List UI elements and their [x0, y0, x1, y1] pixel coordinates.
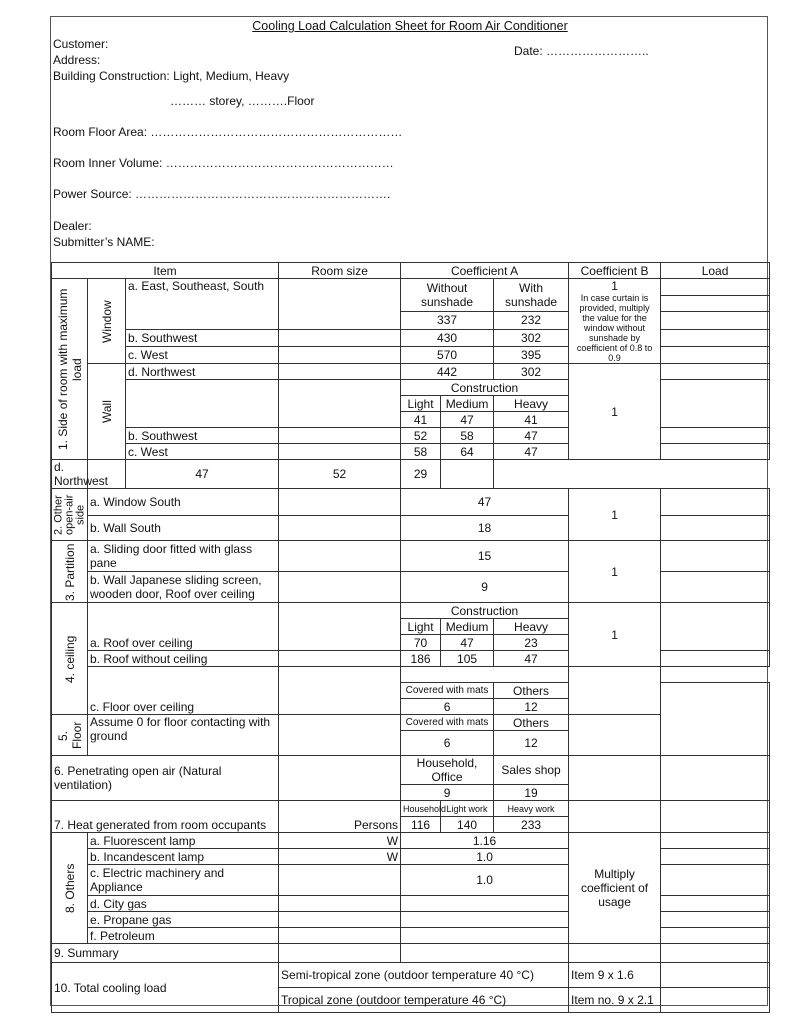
load-cell[interactable]	[661, 912, 770, 928]
table-row	[52, 849, 770, 865]
semi-tropical-zone: Semi-tropical zone (outdoor temperature 40 °C)	[279, 963, 569, 988]
load-cell[interactable]	[661, 651, 770, 667]
other-wall-south-value: 18	[401, 516, 569, 541]
load-cell[interactable]	[661, 380, 770, 428]
ceiling-others-header: Others	[494, 683, 569, 699]
summary-load-cell[interactable]	[661, 944, 770, 963]
window-label: Window	[88, 279, 126, 364]
room-size-cell[interactable]	[279, 364, 401, 380]
light-work-header: Light work	[441, 801, 494, 817]
table-row	[52, 428, 770, 444]
window-c-with: 395	[494, 346, 569, 363]
other-window-south: a. Window South	[88, 489, 279, 516]
load-cell[interactable]	[661, 928, 770, 944]
room-size-cell[interactable]	[279, 603, 401, 651]
dealer-label: Dealer:	[53, 219, 92, 233]
room-size-cell[interactable]	[279, 346, 401, 363]
load-header: Load	[661, 263, 770, 279]
wall-d-medium: 52	[279, 460, 401, 489]
ceiling-covered-header: Covered with mats	[401, 683, 494, 699]
load-cell[interactable]	[661, 541, 770, 572]
without-sunshade-header: Without sunshade	[401, 279, 494, 312]
sheet-title: Cooling Load Calculation Sheet for Room Air Conditioner	[252, 19, 568, 33]
load-cell[interactable]	[661, 428, 770, 444]
blank-cell	[401, 667, 569, 683]
load-cell[interactable]	[661, 296, 770, 312]
window-a-without: 337	[401, 312, 494, 329]
load-cell[interactable]	[661, 489, 770, 516]
table-row	[52, 460, 770, 489]
table-row	[52, 667, 770, 683]
ceiling-heavy-header: Heavy	[494, 619, 569, 635]
ceiling-roof-without: b. Roof without ceiling	[88, 651, 279, 667]
wall-d-light: 47	[126, 460, 279, 489]
wall-d-heavy: 29	[401, 460, 441, 489]
wall-label: Wall	[88, 364, 126, 460]
load-cell[interactable]	[661, 364, 770, 380]
ceiling-floor-over: c. Floor over ceiling	[88, 667, 279, 715]
table-row	[52, 346, 770, 363]
customer-label: Customer:	[53, 37, 109, 51]
other-wall-south: b. Wall South	[88, 516, 279, 541]
table-row	[52, 364, 770, 380]
room-size-cell[interactable]	[279, 912, 401, 928]
incandescent-unit: W	[279, 849, 401, 865]
tropical-load-cell[interactable]	[661, 988, 770, 1013]
partition-sliding-door-value: 15	[401, 541, 569, 572]
building-construction-label: Building Construction: Light, Medium, Heavy	[53, 69, 290, 83]
occupants-heat: 7. Heat generated from room occupants	[52, 801, 279, 833]
semi-tropical-coefficient: Item 9 x 1.6	[569, 963, 661, 988]
submitter-name-label: Submitter’s NAME:	[53, 235, 155, 249]
propane-gas: e. Propane gas	[88, 912, 279, 928]
load-cell[interactable]	[661, 603, 770, 651]
room-size-cell[interactable]	[279, 667, 401, 715]
load-cell[interactable]	[661, 444, 770, 460]
load-cell[interactable]	[569, 715, 661, 756]
fluorescent-value: 1.16	[401, 833, 569, 849]
tropical-coefficient: Item no. 9 x 2.1	[569, 988, 661, 1013]
load-cell[interactable]	[661, 279, 770, 296]
total-cooling-load-label: 10. Total cooling load	[52, 963, 279, 1013]
blank-cell	[279, 944, 401, 963]
ceiling-b-medium: 105	[441, 651, 494, 667]
load-cell[interactable]	[661, 896, 770, 912]
household-header: Household	[401, 801, 441, 817]
wall-a-heavy: 41	[494, 412, 569, 428]
floor-covered-header: Covered with mats	[401, 715, 494, 731]
load-cell[interactable]	[661, 801, 770, 833]
table-row	[52, 279, 770, 296]
other-window-south-value: 47	[401, 489, 569, 516]
ceiling-b-heavy: 47	[494, 651, 569, 667]
load-cell[interactable]	[661, 516, 770, 541]
room-size-cell[interactable]	[279, 489, 401, 516]
room-size-cell[interactable]	[279, 928, 401, 944]
penetrating-open-air: 6. Penetrating open air (Natural ventilation)	[52, 756, 279, 801]
floor-note: Assume 0 for floor contacting with ground	[88, 715, 279, 756]
wall-c-heavy: 47	[494, 444, 569, 460]
room-size-cell[interactable]	[279, 279, 401, 330]
address-label: Address:	[53, 53, 101, 67]
window-d-without: 442	[401, 364, 494, 380]
room-size-cell[interactable]	[279, 428, 401, 444]
wall-a-light: 41	[401, 412, 441, 428]
section-5-label: 5. Floor	[52, 715, 88, 756]
wall-coefficient-b: 1	[569, 364, 661, 460]
room-size-cell[interactable]	[279, 329, 401, 346]
wall-heavy-header: Heavy	[494, 396, 569, 412]
blank-cell	[661, 683, 770, 756]
window-coefficient-b-value: 1	[611, 279, 618, 293]
room-size-cell[interactable]	[279, 516, 401, 541]
floor-others-header: Others	[494, 715, 569, 731]
table-row	[52, 329, 770, 346]
household-value: 116	[401, 817, 441, 833]
floor-covered-value: 6	[401, 731, 494, 756]
ceiling-c-covered: 6	[401, 699, 494, 715]
ceiling-a-heavy: 23	[494, 635, 569, 651]
city-gas: d. City gas	[88, 896, 279, 912]
heavy-work-header: Heavy work	[494, 801, 569, 817]
window-item-c: c. West	[126, 346, 279, 363]
wall-construction-header: Construction	[401, 380, 569, 396]
table-row	[52, 603, 770, 619]
household-office-header: Household, Office	[401, 756, 494, 785]
section-4-coefficient-b: 1	[569, 603, 661, 667]
room-size-cell[interactable]	[279, 444, 401, 460]
room-size-cell[interactable]	[279, 651, 401, 667]
load-cell[interactable]	[661, 865, 770, 896]
load-cell[interactable]	[661, 312, 770, 329]
power-source-label: Power Source: ……………………………………………………….	[53, 187, 391, 201]
wall-c-medium: 64	[441, 444, 494, 460]
sales-shop-value: 19	[494, 785, 569, 801]
incandescent-value: 1.0	[401, 849, 569, 865]
load-cell[interactable]	[661, 329, 770, 346]
floor-others-value: 12	[494, 731, 569, 756]
ceiling-b-light: 186	[401, 651, 441, 667]
table-header-row	[52, 263, 770, 279]
table-row	[52, 963, 770, 988]
window-c-without: 570	[401, 346, 494, 363]
wall-a-medium: 47	[441, 412, 494, 428]
coefficient-a-header: Coefficient A	[401, 263, 569, 279]
section-8-label: 8. Others	[52, 833, 88, 944]
window-d-with: 302	[494, 364, 569, 380]
table-row	[52, 489, 770, 516]
wall-b-medium: 58	[441, 428, 494, 444]
section-4-label: 4. ceiling	[52, 603, 88, 715]
ceiling-construction-header: Construction	[401, 603, 569, 619]
wall-medium-header: Medium	[441, 396, 494, 412]
room-size-cell[interactable]	[279, 896, 401, 912]
fluorescent-unit: W	[279, 833, 401, 849]
incandescent-lamp: b. Incandescent lamp	[88, 849, 279, 865]
ceiling-roof-over: a. Roof over ceiling	[88, 603, 279, 651]
ceiling-light-header: Light	[401, 619, 441, 635]
wall-b-light: 52	[401, 428, 441, 444]
window-item-d: d. Northwest	[126, 364, 279, 380]
room-size-header: Room size	[279, 263, 401, 279]
persons-label: Persons	[279, 801, 401, 833]
load-cell[interactable]	[661, 756, 770, 801]
wall-item-c: c. West	[126, 444, 279, 460]
table-row	[52, 801, 770, 817]
window-a-with: 232	[494, 312, 569, 329]
wall-item-b: b. Southwest	[126, 428, 279, 444]
blank-cell	[401, 896, 569, 912]
partition-sliding-door: a. Sliding door fitted with glass pane	[88, 541, 279, 572]
blank-cell	[401, 944, 569, 963]
blank-cell	[569, 944, 661, 963]
ceiling-medium-header: Medium	[441, 619, 494, 635]
section-3-coefficient-b: 1	[569, 541, 661, 603]
room-floor-area-label: Room Floor Area: ………………………………………………………	[53, 125, 403, 139]
with-sunshade-header: With sunshade	[494, 279, 569, 312]
wall-item-d: d. Northwest	[52, 460, 88, 489]
table-row	[52, 928, 770, 944]
section-8-coefficient-b: Multiply coefficient of usage	[569, 833, 661, 944]
room-size-cell[interactable]	[279, 715, 401, 756]
blank-cell	[401, 912, 569, 928]
section-2-label: 2. Other open-air side	[52, 489, 88, 541]
cooling-load-table	[51, 262, 770, 1013]
load-cell[interactable]	[661, 833, 770, 849]
load-cell[interactable]	[661, 572, 770, 603]
petroleum: f. Petroleum	[88, 928, 279, 944]
electric-machinery: c. Electric machinery and Appliance	[88, 865, 279, 896]
table-row	[52, 380, 770, 396]
sales-shop-header: Sales shop	[494, 756, 569, 785]
table-row	[52, 756, 770, 785]
table-row	[52, 572, 770, 603]
table-row	[52, 541, 770, 572]
tropical-zone: Tropical zone (outdoor temperature 46 °C)	[279, 988, 569, 1013]
section-1-label: 1. Side of room with maximum load	[52, 279, 88, 460]
room-size-cell[interactable]	[279, 380, 401, 428]
light-work-value: 140	[441, 817, 494, 833]
ceiling-c-others: 12	[494, 699, 569, 715]
curtain-note: In case curtain is provided, multiply the value for the window without sunshade by coefficient of 0.8 to 0.9	[576, 293, 653, 363]
ceiling-a-light: 70	[401, 635, 441, 651]
window-b-without: 430	[401, 329, 494, 346]
table-row	[52, 444, 770, 460]
room-size-cell[interactable]	[279, 572, 401, 603]
load-cell[interactable]	[441, 460, 494, 489]
partition-wall-screen-value: 9	[401, 572, 569, 603]
partition-wall-screen: b. Wall Japanese sliding screen, wooden door, Roof over ceiling	[88, 572, 279, 603]
blank-cell	[569, 756, 661, 801]
summary-label: 9. Summary	[52, 944, 279, 963]
table-row	[52, 651, 770, 667]
room-size-cell[interactable]	[279, 541, 401, 572]
window-item-b: b. Southwest	[126, 329, 279, 346]
room-inner-volume-label: Room Inner Volume: …………………………………………………	[53, 156, 394, 170]
load-cell[interactable]	[569, 667, 661, 715]
table-row	[52, 912, 770, 928]
table-row	[52, 516, 770, 541]
wall-b-heavy: 47	[494, 428, 569, 444]
heavy-work-value: 233	[494, 817, 569, 833]
window-item-a: a. East, Southeast, South	[126, 279, 279, 330]
ceiling-a-medium: 47	[441, 635, 494, 651]
table-row	[52, 833, 770, 849]
semi-tropical-load-cell[interactable]	[661, 963, 770, 988]
storey-floor-label: ……… storey, ……….Floor	[170, 94, 315, 108]
wall-light-header: Light	[401, 396, 441, 412]
load-cell[interactable]	[661, 849, 770, 865]
coefficient-b-header: Coefficient B	[569, 263, 661, 279]
table-row	[52, 896, 770, 912]
section-2-coefficient-b: 1	[569, 489, 661, 541]
item-header: Item	[52, 263, 279, 279]
blank-cell	[569, 801, 661, 833]
spacer-cell	[126, 380, 279, 428]
table-row	[52, 865, 770, 896]
table-row	[52, 944, 770, 963]
window-b-with: 302	[494, 329, 569, 346]
date-label: Date: ……………………..	[514, 44, 649, 58]
room-size-cell[interactable]	[279, 865, 401, 896]
section-3-label: 3. Partition	[52, 541, 88, 603]
load-cell[interactable]	[661, 346, 770, 363]
window-coefficient-b	[569, 279, 661, 364]
blank-cell	[401, 928, 569, 944]
electric-machinery-value: 1.0	[401, 865, 569, 896]
room-size-cell[interactable]	[279, 756, 401, 801]
wall-c-light: 58	[401, 444, 441, 460]
fluorescent-lamp: a. Fluorescent lamp	[88, 833, 279, 849]
household-office-value: 9	[401, 785, 494, 801]
